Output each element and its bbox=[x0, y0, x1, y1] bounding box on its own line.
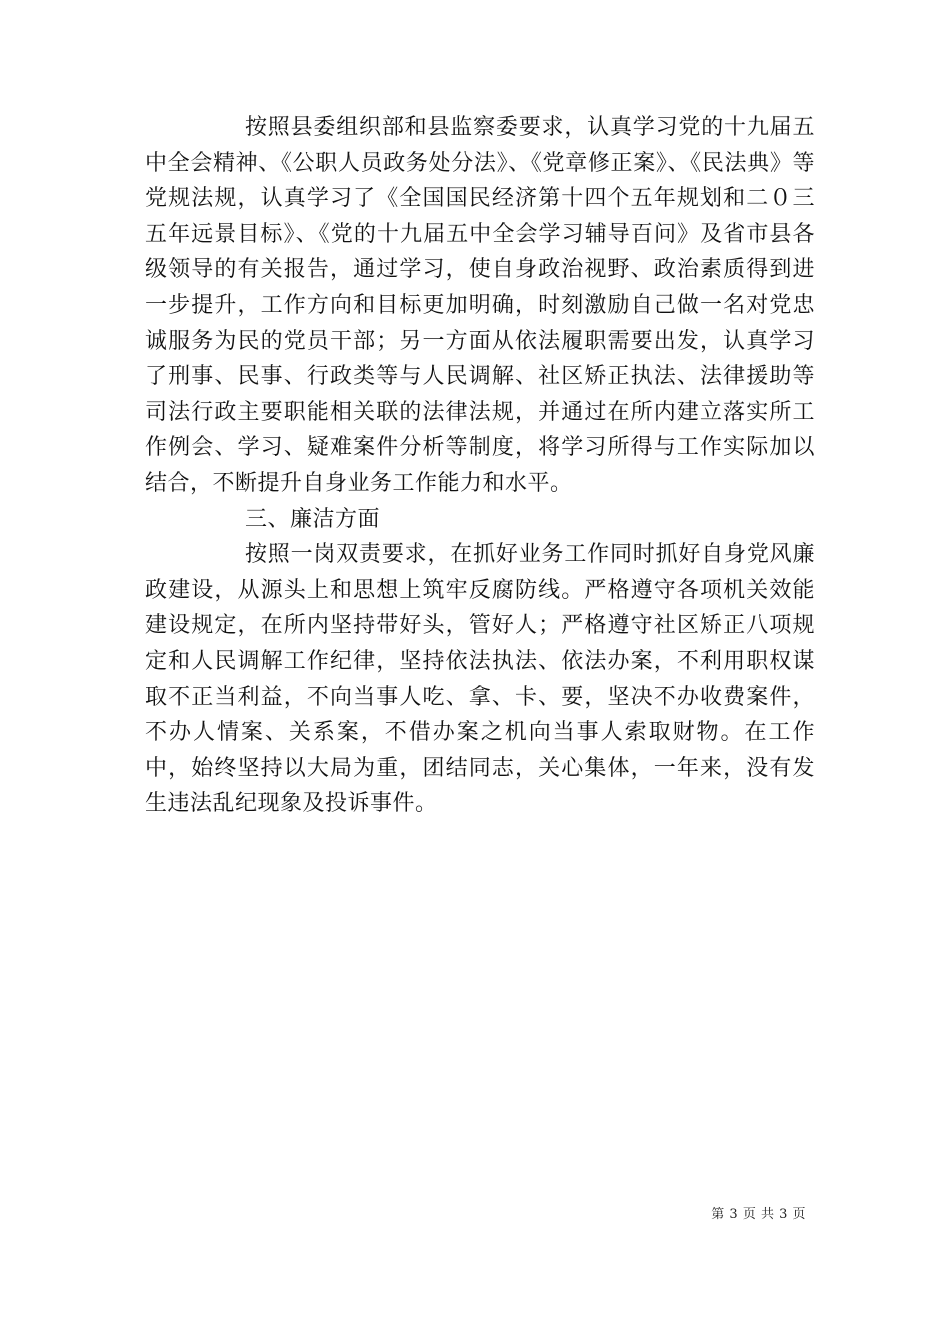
section-heading-integrity: 三、廉洁方面 bbox=[245, 506, 381, 532]
page-number-footer: 第 3 页 共 3 页 bbox=[711, 1207, 806, 1222]
document-body bbox=[145, 110, 815, 822]
paragraph-integrity: 按照一岗双责要求，在抓好业务工作同时抓好自身党风廉政建设，从源头上和思想上筑牢反腐防线。严格遵守各项机关效能建设规定，在所内坚持带好头，管好人；严格遵守社区矫正八项规定和人民调解工作纪律，坚持依法执法、依法办案，不利用职权谋取不正当利益，不向当事人吃、拿、卡、要，坚决不办收费案件，不办人情案、关系案，不借办案之机向当事人索取财物。在工作中，始终坚持以大局为重，团结同志，关心集体，一年来，没有发生违法乱纪现象及投诉事件。 bbox=[145, 542, 815, 817]
paragraph-study: 按照县委组织部和县监察委要求，认真学习党的十九届五中全会精神、《公职人员政务处分法》、《党章修正案》、《民法典》等党规法规，认真学习了《全国国民经济第十四个五年规划和二０三五年远景目标》、《党的十九届五中全会学习辅导百问》及省市县各级领导的有关报告，通过学习，使自身政治视野、政治素质得到进一步提升，工作方向和目标更加明确，时刻激励自己做一名对党忠诚服务为民的党员干部；另一方面从依法履职需要出发，认真学习了刑事、民事、行政类等与人民调解、社区矫正执法、法律援助等司法行政主要职能相关联的法律法规，并通过在所内建立落实所工作例会、学习、疑难案件分析等制度，将学习所得与工作实际加以结合，不断提升自身业务工作能力和水平。 bbox=[145, 115, 815, 496]
